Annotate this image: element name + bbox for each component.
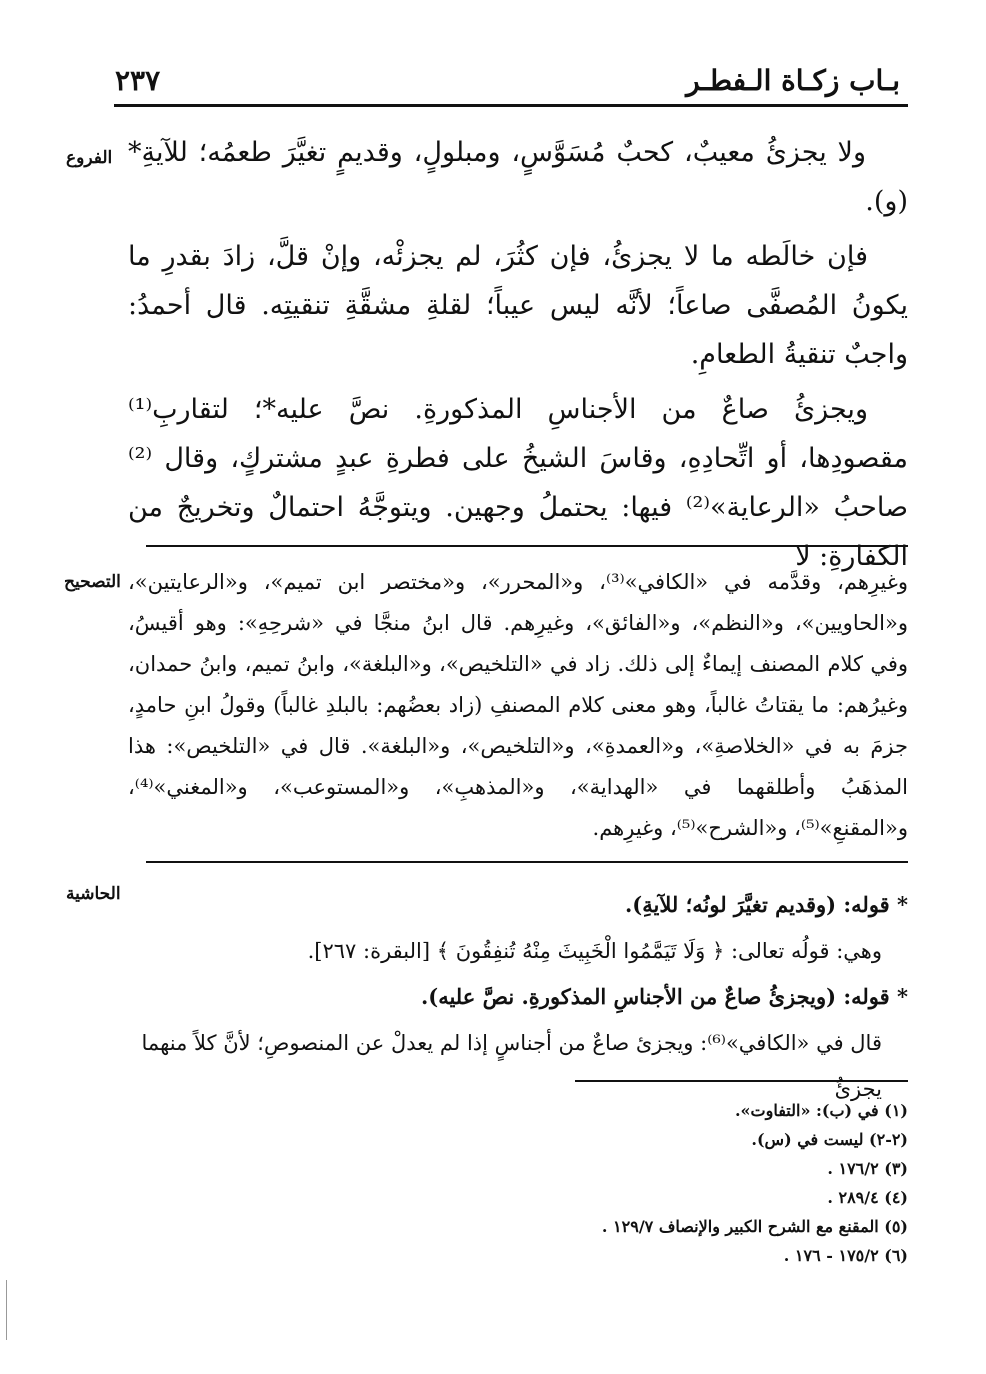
footnote-item: (٤) ٢٨٩/٤ . — [827, 1188, 908, 1207]
hashiya-comment: قال في «الكافي»⁽⁶⁾: ويجزئ صاعٌ من أجناسٍ إذا لم يعدلْ عن المنصوصِ؛ لأنَّ كلاً منهما يجزئُ — [141, 1031, 882, 1101]
footnotes — [400, 1096, 908, 1270]
section-label-tashih: التصحيح — [64, 572, 121, 592]
hashiya-quote: * قوله: (وقديم تغيَّرَ لونُه؛ للآيةِ). — [625, 892, 908, 917]
footnote-item: (٢-٢) ليست في (س). — [751, 1130, 908, 1149]
page-header-title: بـاب زكـاة الـفطـر — [686, 64, 900, 97]
main-paragraph: ولا يجزئُ معيبٌ، كحبٌ مُسَوَّسٍ، ومبلولٍ، وقديمٍ تغيَّرَ طعمُه؛ للآيةِ* (و). — [128, 137, 908, 217]
hashiya-quote: * قوله: (ويجزئُ صاعٌ من الأجناسِ المذكورةِ. نصَّ عليه). — [420, 984, 908, 1009]
footnote-divider — [575, 1080, 908, 1082]
main-paragraph: فإن خالَطه ما لا يجزئُ، فإن كثُرَ، لم يجزئْه، وإنْ قلَّ، زادَ بقدرِ ما يكونُ المُصفَّى صاعاً؛ لأنَّه ليس عيباً؛ لقلةِ مشقَّةِ تنقيتِه. قال أحمدُ: واجبٌ تنقيةُ الطعامِ. — [128, 241, 908, 370]
section-label-hashiya: الحاشية — [66, 884, 121, 904]
footnote-item: (٥) المقنع مع الشرح الكبير والإنصاف ١٢٩/٧ . — [601, 1217, 908, 1236]
section-divider — [146, 545, 908, 547]
scan-edge-line — [6, 1280, 7, 1340]
hashiya-text — [128, 882, 908, 1112]
footnote-item: (٣) ١٧٦/٢ . — [827, 1159, 908, 1178]
page-number: ٢٣٧ — [115, 64, 161, 97]
section-divider — [146, 861, 908, 863]
footnote-item: (٦) ١٧٥/٢ - ١٧٦ . — [783, 1246, 908, 1265]
header-rule — [114, 104, 908, 107]
main-text — [128, 128, 908, 587]
tashih-text — [128, 562, 908, 849]
section-label-furu: الفروع — [66, 148, 113, 168]
hashiya-comment: وهي: قولُه تعالى: ﴿ وَلَا تَيَمَّمُوا الْخَبِيثَ مِنْهُ تُنفِقُونَ ﴾ [البقرة: ٢٦٧]. — [307, 939, 882, 963]
main-paragraph: ويجزئُ صاعٌ من الأجناسِ المذكورةِ. نصَّ عليه*؛ لتقاربِ⁽¹⁾ مقصودِها، أو اتِّحادِهِ، وقاسَ الشيخُ على فطرةِ عبدٍ مشتركٍ، وقال ⁽²⁾صاحبُ «الرعاية»⁽²⁾ فيها: يحتملُ وجهين. ويتوجَّهُ احتمالٌ وتخريجٌ من الكفارةِ: لا — [128, 394, 908, 572]
tashih-paragraph: وغيرِهم، وقدَّمه في «الكافي»⁽³⁾، و«المحرر»، و«مختصر ابن تميم»، و«الرعايتين»، و«الحاويين»، و«النظم»، و«الفائق»، وغيرِهم. قال ابنُ منجَّا في «شرحِهِ»: وهو أقيسُ، وفي كلام المصنف إيماءٌ إلى ذلك. زاد في «التلخيص»، و«البلغة»، وابنُ تميم، وابنُ حمدان، وغيرُهم: ما يقتاتُ غالباً، وهو معنى كلام المصنفِ (زاد بعضُهم: بالبلدِ غالباً) وقولُ ابنِ حامدٍ، جزمَ به في «الخلاصةِ»، و«العمدةِ»، و«التلخيص»، و«البلغة». قال في «التلخيص»: هذا المذهَبُ وأطلقهما في «الهداية»، و«المذهبِ»، و«المستوعب»، و«المغني»⁽⁴⁾، و«المقنعِ»⁽⁵⁾، و«الشرح»⁽⁵⁾، وغيرِهم. — [128, 570, 908, 840]
footnote-item: (١) في (ب): «التفاوت». — [734, 1101, 908, 1120]
